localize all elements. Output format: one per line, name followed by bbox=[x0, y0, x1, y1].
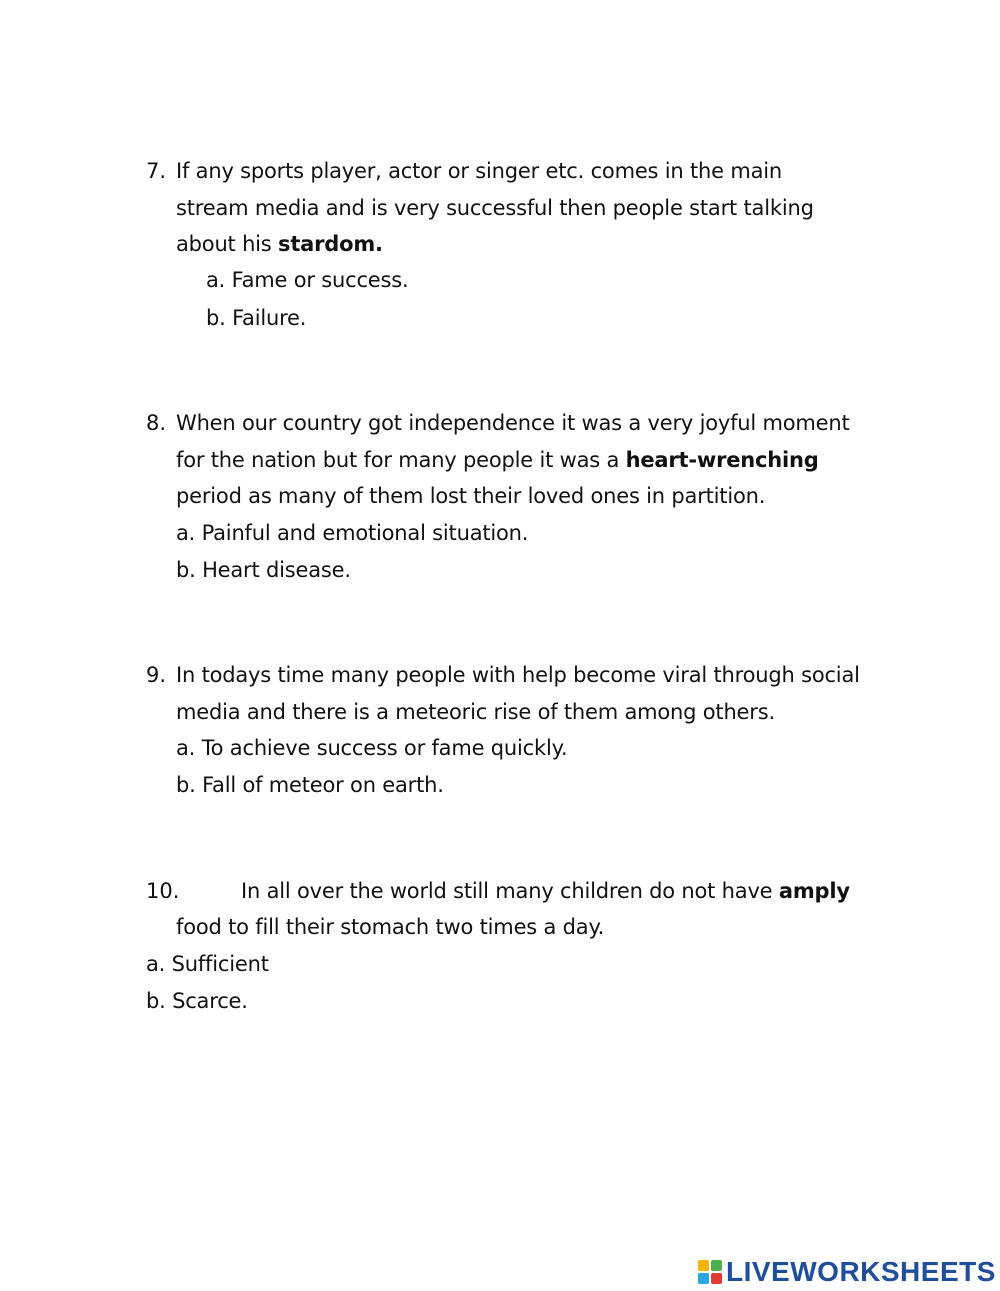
question-10-keyword: amply bbox=[778, 879, 850, 903]
logo-tile-2 bbox=[711, 1260, 722, 1271]
question-7-text-line-3: about his stardom. bbox=[176, 232, 383, 256]
liveworksheets-logo bbox=[698, 1256, 996, 1288]
question-10-option-a[interactable]: a. Sufficient bbox=[146, 952, 269, 976]
question-8-number: 8. bbox=[146, 411, 167, 435]
question-10-text-line-2: food to fill their stomach two times a day. bbox=[176, 915, 605, 939]
logo-tile-4 bbox=[711, 1273, 722, 1284]
liveworksheets-logo-icon bbox=[698, 1260, 722, 1284]
logo-text: LIVEWORKSHEETS bbox=[726, 1256, 996, 1287]
question-9-text-line-2: media and there is a meteoric rise of them among others. bbox=[176, 700, 775, 724]
logo-tile-1 bbox=[698, 1260, 709, 1271]
question-7-keyword: stardom. bbox=[278, 232, 383, 256]
question-7-text-line-1: If any sports player, actor or singer etc. comes in the main bbox=[176, 159, 782, 183]
question-7-option-b[interactable]: b. Failure. bbox=[206, 306, 307, 330]
question-9-text-line-1: In todays time many people with help become viral through social bbox=[176, 663, 860, 687]
question-7-number: 7. bbox=[146, 159, 167, 183]
question-8-text-line-1: When our country got independence it was a very joyful moment bbox=[176, 411, 850, 435]
question-8-text-line-2: for the nation but for many people it was a heart-wrenching bbox=[176, 448, 819, 472]
question-8-keyword: heart-wrenching bbox=[625, 448, 819, 472]
question-8-option-b[interactable]: b. Heart disease. bbox=[176, 558, 351, 582]
question-8-text-line-3: period as many of them lost their loved ones in partition. bbox=[176, 484, 766, 508]
question-7-option-a[interactable]: a. Fame or success. bbox=[206, 268, 409, 292]
question-9-option-a[interactable]: a. To achieve success or fame quickly. bbox=[176, 736, 568, 760]
question-10-option-b[interactable]: b. Scarce. bbox=[146, 989, 248, 1013]
question-10-text-line-1: In all over the world still many children do not have amply bbox=[241, 879, 850, 903]
question-9-option-b[interactable]: b. Fall of meteor on earth. bbox=[176, 773, 444, 797]
logo-tile-3 bbox=[698, 1273, 709, 1284]
question-7-text-line-2: stream media and is very successful then people start talking bbox=[176, 196, 814, 220]
question-9-number: 9. bbox=[146, 663, 167, 687]
question-8-option-a[interactable]: a. Painful and emotional situation. bbox=[176, 521, 529, 545]
question-10-number: 10. bbox=[146, 879, 180, 903]
